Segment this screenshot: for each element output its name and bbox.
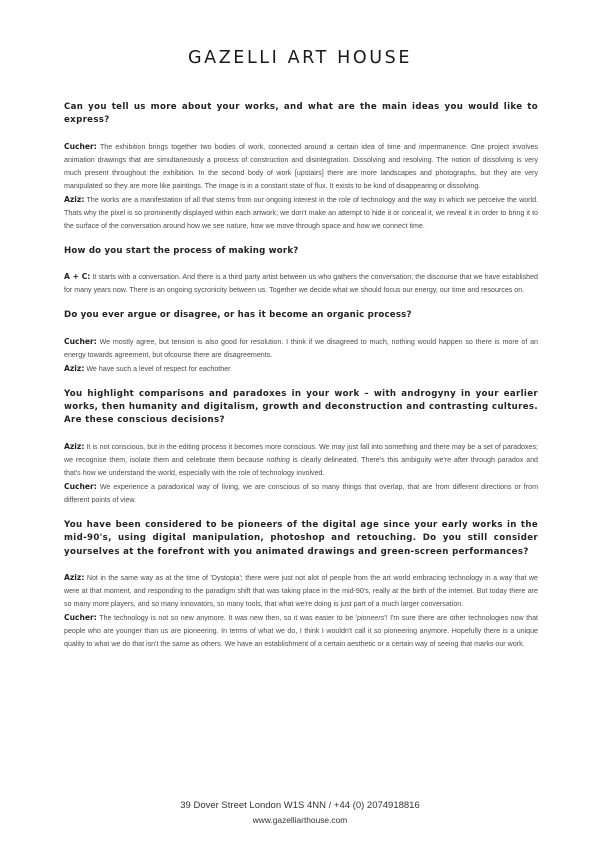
answer-text: '! I'm sure there are other technologies now that people who are younger than us are pioneering. In terms of what we do, I think I wouldn't call it so pioneering anymore. Hopefully there is a unique quality to what we do that isn't the same as others. We have an establishment of a certain aesthetic or a certain way of seeing that marks our work. — [64, 614, 538, 649]
footer-website: www.gazelliarthouse.com — [252, 815, 348, 825]
question-1: Can you tell us more about your works, and what are the main ideas you would like to express? — [64, 102, 538, 126]
answer-text: We mostly agree, but tension is also good for resolution. I think if we disagreed to much, nothing would happen so there is more of an energy towards agreement, but ofcourse there are disagreements. — [64, 337, 538, 359]
answer-text: The works are a manifestation of all that stems from our ongoing interest in the role of technology and the way in which we perceive the world. Thats why the pixel is so prominently displayed within each artwork; we don't make an attempt to hide it or conceal it, we reveal it in order to bring it to the surface of the conversation around how we see nature, how we move through space and how we connect time. — [64, 195, 538, 230]
answer-text: is clearly delineated. There's this ambiguity we're after through paradox and that's how we understand the world, especially with the role of technology involved. — [64, 455, 538, 477]
speaker-label: Cucher: — [64, 141, 97, 151]
answer-text: The exhibition brings together two bodies of work, connected around a certain idea of time and impermanence. One project involves animation drawings that are simultaneously a process of construction and disintegration. Dissolving and resolving. The notion of dissolving is very much present throughout the exhibition. In the second body of work [upstairs] there are more landscapes and photographs, but they are very manipulated so they are more like paintings. The image is in a constant state of flux. It exists to be kind of disappearing or dissolving. — [64, 142, 538, 190]
speaker-label: Aziz: — [64, 363, 85, 373]
question-3: Do you ever argue or disagree, or has it become an organic process? — [64, 310, 412, 321]
question-2: How do you start the process of making work? — [64, 245, 299, 256]
answer-paragraph — [64, 270, 538, 297]
answer-emphasis: pioneers — [357, 614, 385, 623]
question-4: You highlight comparisons and paradoxes in your work – with androgyny in your earlier works, then humanity and digitalism, growth and deconstruction and contrasting cultures. Are these conscious decisions? — [64, 388, 538, 426]
speaker-label: A + C: — [64, 272, 91, 282]
answer-paragraph — [64, 611, 538, 651]
speaker-label: Aziz: — [64, 573, 85, 583]
gallery-logo: GAZELLI ART HOUSE — [187, 48, 413, 68]
answer-paragraph — [64, 140, 538, 193]
speaker-label: Aziz: — [64, 194, 85, 204]
answer-paragraph — [64, 480, 538, 507]
answer-text: The technology is not so new anymore. It was new then, so it was easier to be ' — [96, 614, 358, 623]
answer-text: It starts with a conversation. And there is a third party artist between us who gathers the conversation; the discourse that we have established for many years now. There is an ongoing sycronicity between us. Together we decide what we should focus our energy, our time and resources on. — [64, 273, 538, 295]
answer-paragraph — [64, 571, 538, 611]
speaker-label: Cucher: — [64, 336, 97, 346]
answer-paragraph — [64, 440, 538, 480]
answer-text: Not in the same way as at the time of 'Dystopia'; there were just not alot of people from the art world embracing technology in a way that we were at that moment, and responding to the paradigm shift that was taking place in the mid-90's, really at the birth of the internet. But today there are so many more players, and so many innovators, so many tools, that what we're doing is just part of a much larger conversation. — [64, 574, 538, 609]
answer-paragraph — [64, 362, 538, 376]
speaker-label: Aziz: — [64, 441, 85, 451]
speaker-label: Cucher: — [64, 613, 97, 623]
answer-text: We experience a paradoxical way of living, we are conscious of so many things that overlap, that are from different directions or from different points of view. — [64, 482, 538, 504]
answer-paragraph — [64, 335, 538, 362]
interview-body — [64, 101, 538, 651]
answer-emphasis: nothing — [266, 455, 290, 464]
answer-text: It is not conscious, but in the editing process it becomes more conscious. We may just fall into something and there may be a set of paradoxes; we recognise them, isolate them and celebrate them because — [64, 442, 538, 464]
footer-address: 39 Dover Street London W1S 4NN / +44 (0) 2074918816 — [180, 800, 420, 811]
answer-text: We have such a level of respect for eachother — [84, 364, 231, 373]
speaker-label: Cucher: — [64, 481, 97, 491]
question-5: You have been considered to be pioneers of the digital age since your early works in the mid-90's, using digital manipulation, photoshop and retouching. Do you still consider yourselves at the forefront with you animated drawings and green-screen performances? — [64, 519, 538, 557]
answer-paragraph — [64, 193, 538, 233]
